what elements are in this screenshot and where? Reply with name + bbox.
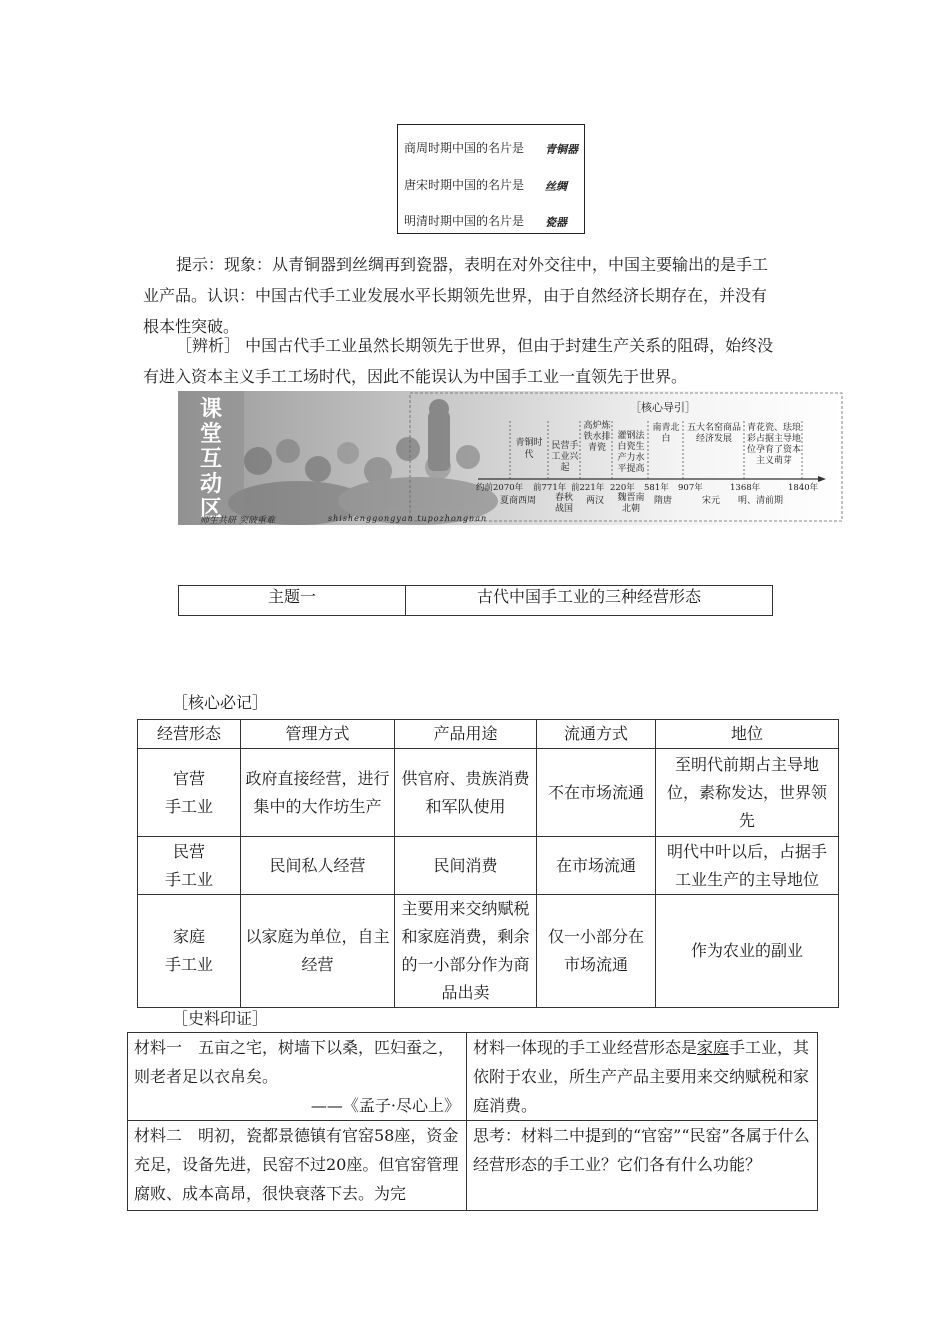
table-cell: 民间私人经营 — [241, 837, 395, 895]
classroom-banner — [178, 391, 844, 525]
timeline-period: 明、清前期 — [738, 496, 784, 506]
timeline-event: 青铜时代 — [515, 438, 543, 460]
table-cell: 仅一小部分在市场流通 — [537, 895, 656, 1008]
material-one-text: 材料一 五亩之宅，树墙下以桑，匹妇蚕之，则老者足以衣帛矣。 — [134, 1038, 455, 1086]
table-row — [128, 1121, 818, 1211]
material-one-citation: ——《孟子·尽心上》 — [310, 1096, 460, 1115]
table-cell: 在市场流通 — [537, 837, 656, 895]
timeline-date: 1840年 — [788, 483, 819, 493]
topic-bar — [178, 585, 773, 616]
table-header-cell: 流通方式 — [537, 720, 656, 749]
core-guide-label: ［核心导引］ — [630, 401, 696, 414]
answer-keyword: 家庭 — [697, 1038, 730, 1057]
timeline-period: 魏晋南北朝 — [617, 493, 645, 514]
timeline-period: 两汉 — [586, 496, 605, 506]
banner-title — [200, 397, 230, 522]
name-card-row — [404, 176, 524, 193]
timeline-date: 1368年 — [730, 483, 761, 493]
tip-line: 根本性突破。 — [143, 317, 240, 336]
table-row — [138, 837, 839, 895]
answer-text: 材料一体现的手工业经营形态是 — [473, 1038, 698, 1057]
timeline-period: 隋唐 — [654, 496, 673, 506]
timeline-date: 581年 — [644, 483, 669, 493]
timeline-event: 民营手工业兴起 — [551, 441, 579, 473]
timeline-date: 约前2070年 — [476, 483, 524, 493]
table-cell: 至明代前期占主导地位，素称发达，世界领先 — [656, 749, 839, 837]
timeline-event: 高炉炼铁水排青瓷 — [583, 421, 611, 453]
banner-title-char: 堂 — [200, 422, 223, 447]
banner-subtitle: 师生共研 突破重难 — [200, 516, 275, 525]
timeline-date: 220年 — [610, 483, 635, 493]
table-row — [128, 1033, 818, 1121]
table-header-cell: 产品用途 — [395, 720, 537, 749]
table-cell: 明代中叶以后，占据手工业生产的主导地位 — [656, 837, 839, 895]
material-two-question-cell: 思考：材料二中提到的“官窑”“民窑”各属于什么经营形态的手工业？它们各有什么功能？ — [467, 1121, 818, 1211]
analysis-line: ［辨析］ 中国古代手工业虽然长期领先于世界，但由于封建生产关系的阻碍，始终没 — [176, 336, 774, 355]
name-card-row — [404, 139, 524, 156]
core-memory-label: ［核心必记］ — [172, 693, 269, 712]
table-row — [138, 749, 839, 837]
timeline-event: 南青北白 — [652, 423, 680, 444]
topic-label: 主题一 — [179, 586, 406, 615]
timeline-period: 春秋战国 — [554, 493, 573, 514]
core-table — [137, 719, 839, 1008]
name-card-answer: 丝绸 — [545, 180, 567, 193]
table-header-cell: 地位 — [656, 720, 839, 749]
name-card-label: 明清时期中国的名片是 — [404, 214, 525, 228]
timeline-event: 青花瓷、珐琅彩占据主导地位孕育了资本主义萌芽 — [746, 423, 801, 466]
table-cell: 作为农业的副业 — [656, 895, 839, 1008]
table-cell: 官营 手工业 — [138, 749, 241, 837]
table-cell: 民间消费 — [395, 837, 537, 895]
table-cell: 以家庭为单位，自主经营 — [241, 895, 395, 1008]
table-header-cell: 经营形态 — [138, 720, 241, 749]
tip-line: 提示：现象：从青铜器到丝绸再到瓷器，表明在对外交往中，中国主要输出的是手工 — [176, 255, 769, 274]
table-cell: 民营 手工业 — [138, 837, 241, 895]
topic-title: 古代中国手工业的三种经营形态 — [476, 587, 701, 606]
timeline-event: 灌钢法白瓷生产力水平提高 — [617, 431, 645, 474]
table-cell: 主要用来交纳赋税和家庭消费，剩余的一小部分作为商品出卖 — [395, 895, 537, 1008]
name-card-box — [397, 124, 585, 234]
banner-title-char: 动 — [200, 472, 223, 497]
name-card-answer: 瓷器 — [545, 216, 567, 229]
table-cell: 供官府、贵族消费和军队使用 — [395, 749, 537, 837]
name-card-label: 商周时期中国的名片是 — [404, 141, 525, 155]
timeline-date: 前221年 — [571, 483, 605, 493]
table-header-row — [138, 720, 839, 749]
material-one-cell — [128, 1033, 467, 1121]
answer-text: 手工业，其依附于农业，所生产产品主要用来交纳赋税和家庭消费。 — [473, 1038, 810, 1115]
banner-title-char: 区 — [200, 497, 223, 522]
name-card-label: 唐宋时期中国的名片是 — [404, 178, 525, 192]
material-one-answer-cell — [467, 1033, 818, 1121]
timeline-date: 907年 — [678, 483, 703, 493]
table-cell: 家庭 手工业 — [138, 895, 241, 1008]
timeline-date: 前771年 — [533, 483, 567, 493]
banner-title-char: 互 — [200, 447, 223, 472]
tip-line: 业产品。认识：中国古代手工业发展水平长期领先世界，由于自然经济长期存在，并没有 — [143, 286, 768, 305]
name-card-answer: 青铜器 — [545, 143, 578, 156]
source-table — [127, 1032, 818, 1211]
timeline-period: 夏商西周 — [500, 496, 537, 506]
banner-pinyin: shishenggongyan tupozhongnan — [328, 514, 488, 523]
analysis-paragraph — [143, 330, 813, 392]
table-cell: 不在市场流通 — [537, 749, 656, 837]
table-cell: 政府直接经营，进行集中的大作坊生产 — [241, 749, 395, 837]
timeline-event: 五大名窑商品经济发展 — [686, 423, 741, 444]
timeline-period: 宋元 — [702, 496, 721, 506]
table-header-cell: 管理方式 — [241, 720, 395, 749]
material-two-cell: 材料二 明初，瓷都景德镇有官窑58座，资金充足，设备先进，民窑不过20座。但官窑管理腐败、成本高昂，很快衰落下去。为完 — [128, 1121, 467, 1211]
analysis-line: 有进入资本主义手工工场时代，因此不能误认为中国手工业一直领先于世界。 — [143, 367, 688, 386]
table-row — [138, 895, 839, 1008]
source-evidence-label: ［史料印证］ — [172, 1009, 269, 1028]
name-card-row — [404, 212, 524, 229]
tip-paragraph — [143, 249, 813, 342]
banner-title-char: 课 — [200, 397, 223, 422]
